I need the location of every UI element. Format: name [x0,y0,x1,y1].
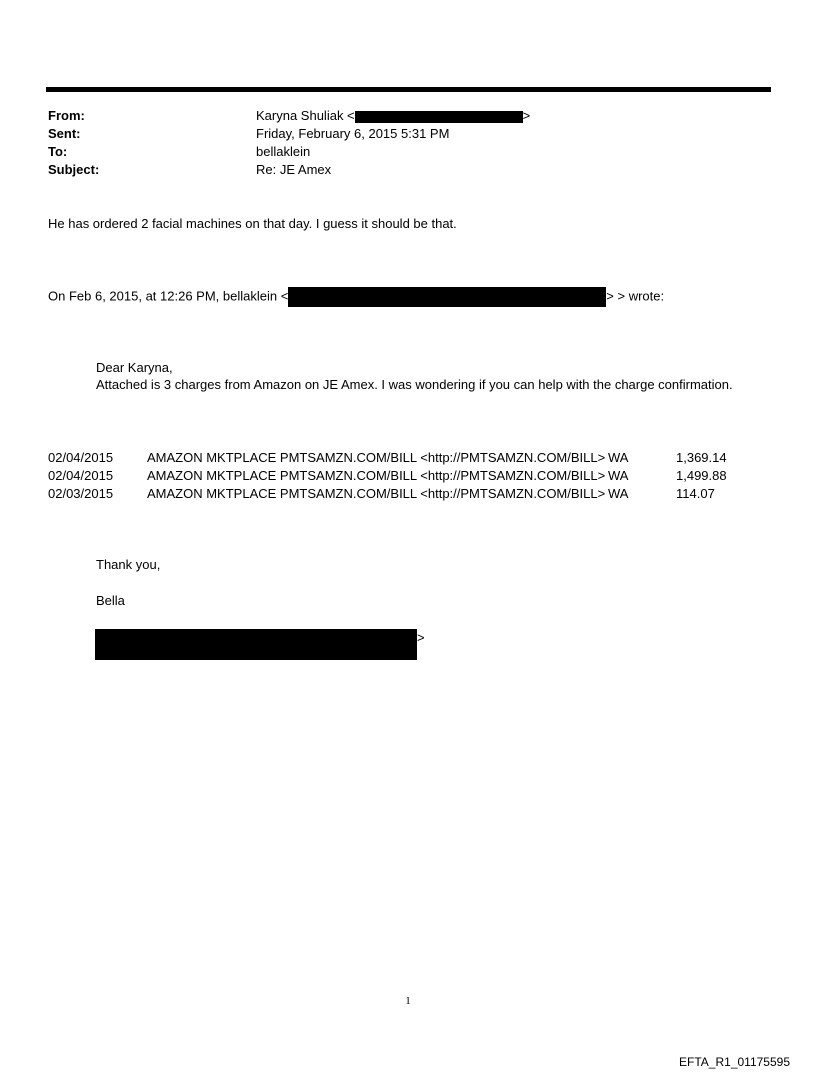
signature-block [95,629,425,660]
charge-state: WA [608,468,629,483]
quote-intro-prefix: On Feb 6, 2015, at 12:26 PM, bellaklein < [48,288,289,304]
charge-date: 02/03/2015 [48,486,114,501]
quoted-body: Attached is 3 charges from Amazon on JE Amex. I was wondering if you can help with the charge confirmation. [96,377,733,392]
from-name: Karyna Shuliak < [256,108,355,123]
signature-close: > [417,630,425,645]
charge-description: AMAZON MKTPLACE PMTSAMZN.COM/BILL <http://PMTSAMZN.COM/BILL> [147,486,606,501]
quoted-signature: Bella [96,593,125,608]
subject-label: Subject: [48,162,100,177]
quote-intro-suffix: > > wrote: [606,288,665,304]
to-value: bellaklein [256,144,311,159]
redaction-box [355,111,523,123]
from-value [256,107,530,125]
quoted-greeting: Dear Karyna, [96,360,173,375]
redaction-box [95,629,417,660]
charge-description: AMAZON MKTPLACE PMTSAMZN.COM/BILL <http://PMTSAMZN.COM/BILL> [147,468,606,483]
charge-date: 02/04/2015 [48,468,114,483]
subject-value: Re: JE Amex [256,162,332,177]
charge-state: WA [608,486,629,501]
charge-amount: 1,499.88 [676,468,727,483]
sent-label: Sent: [48,126,81,141]
from-label: From: [48,108,85,123]
charge-description: AMAZON MKTPLACE PMTSAMZN.COM/BILL <http://PMTSAMZN.COM/BILL> [147,450,606,465]
charge-amount: 114.07 [676,486,715,501]
redaction-box [288,287,606,307]
bates-stamp: EFTA_R1_01175595 [679,1055,790,1069]
from-close: > [522,108,531,123]
page-number: 1 [405,995,411,1007]
reply-body: He has ordered 2 facial machines on that day. I guess it should be that. [48,216,457,231]
to-label: To: [48,144,68,159]
charge-date: 02/04/2015 [48,450,114,465]
charge-state: WA [608,450,629,465]
sent-value: Friday, February 6, 2015 5:31 PM [256,126,450,141]
quote-intro [48,287,664,307]
charge-amount: 1,369.14 [676,450,727,465]
quoted-thanks: Thank you, [96,557,161,572]
header-divider [46,87,771,92]
